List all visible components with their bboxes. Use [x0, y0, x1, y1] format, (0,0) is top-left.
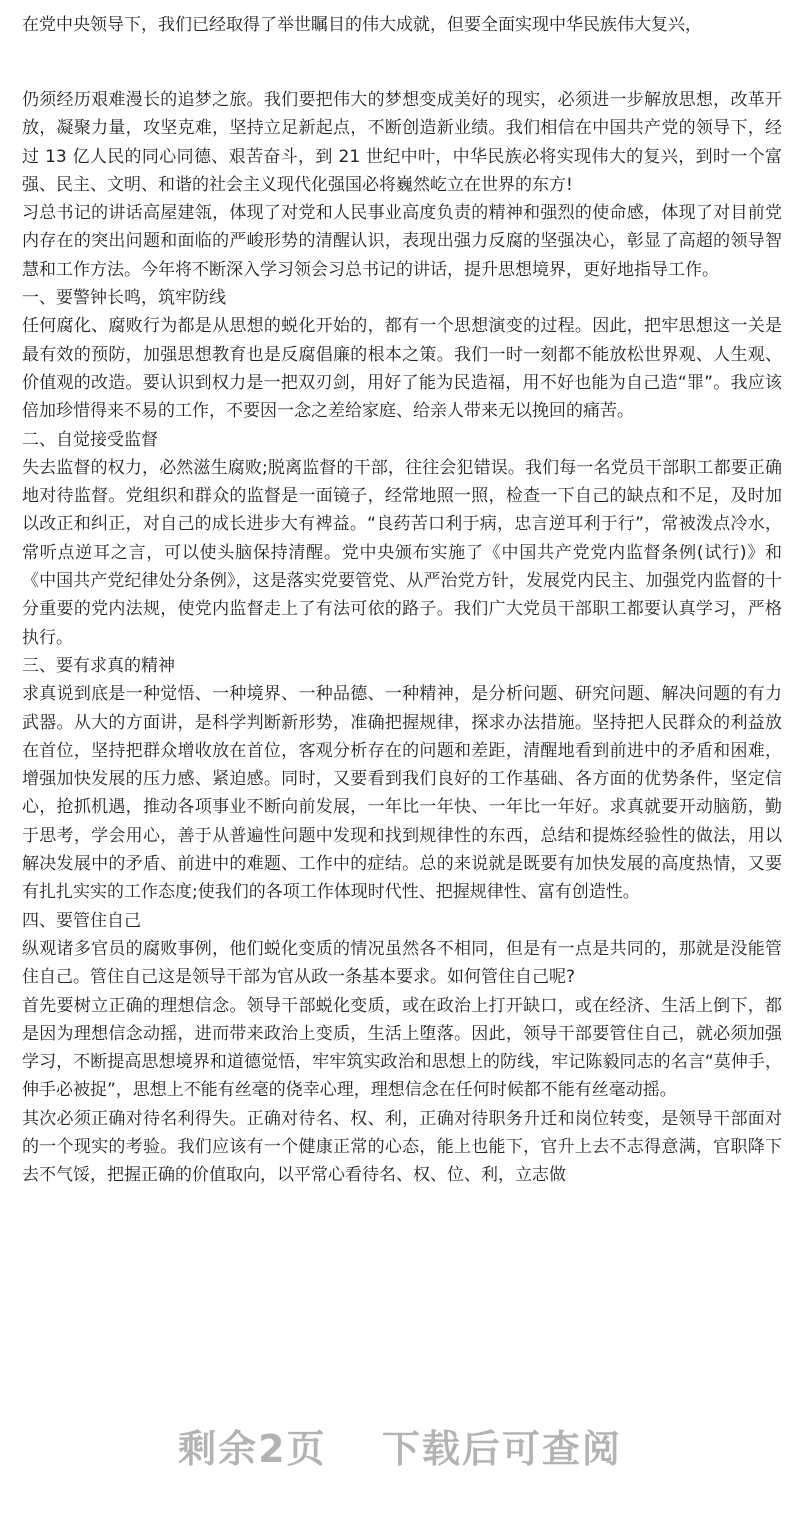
download-prompt-label[interactable]: 下载后可查阅	[381, 1427, 622, 1471]
paragraph: 习总书记的讲话高屋建瓴，体现了对党和人民事业高度负责的精神和强烈的使命感，体现了对目前党内存在的突出问题和面临的严峻形势的清醒认识，表现出强力反腐的坚强决心，彰显了高超的领导智慧和工作方法。今年将不断深入学习领会习总书记的讲话，提升思想境界，更好地指导工作。	[22, 203, 782, 280]
paragraph: 求真说到底是一种觉悟、一种境界、一种品德、一种精神，是分析问题、研究问题、解决问题的有力武器。从大的方面讲，是科学判断新形势，准确把握规律，探求办法措施。坚持把人民群众的利益放在首位，坚持把群众增收放在首位，客观分析存在的问题和差距，清醒地看到前进中的矛盾和困难，增强加快发展的压力感、紧迫感。同时，又要看到我们良好的工作基础、各方面的优势条件，坚定信心，抢抓机遇，推动各项事业不断向前发展，一年比一年快、一年比一年好。求真就要开动脑筋，勤于思考，学会用心，善于从普遍性问题中发现和找到规律性的东西，总结和提炼经验性的做法，用以解决发展中的矛盾、前进中的难题、工作中的症结。总的来说就是既要有加快发展的高度热情，又要有扎扎实实的工作态度;使我们的各项工作体现时代性、把握规律性、富有创造性。	[22, 684, 782, 903]
section-heading: 四、要管住自己	[22, 910, 141, 931]
section-heading: 三、要有求真的精神	[22, 655, 175, 676]
paragraph: 首先要树立正确的理想信念。领导干部蜕化变质，或在政治上打开缺口，或在经济、生活上倒下，都是因为理想信念动摇，进而带来政治上变质，生活上堕落。因此，领导干部要管住自己，就必须加强学习，不断提高思想境界和道德觉悟，牢牢筑实政治和思想上的防线，牢记陈毅同志的名言“莫伸手，伸手必被捉”，思想上不能有丝毫的侥幸心理，理想信念在任何时候都不能有丝毫动摇。	[22, 995, 782, 1101]
section-heading: 二、自觉接受监督	[22, 429, 158, 450]
document-body	[22, 86, 782, 1190]
paragraph: 任何腐化、腐败行为都是从思想的蜕化开始的，都有一个思想演变的过程。因此，把牢思想这一关是最有效的预防，加强思想教育也是反腐倡廉的根本之策。我们一时一刻都不能放松世界观、人生观、价值观的改造。要认识到权力是一把双刃剑，用好了能为民造福，用不好也能为自己造“罪”。我应该倍加珍惜得来不易的工作，不要因一念之差给家庭、给亲人带来无以挽回的痛苦。	[22, 316, 782, 422]
paragraph: 仍须经历艰难漫长的追梦之旅。我们要把伟大的梦想变成美好的现实，必须进一步解放思想，改革开放，凝聚力量，攻坚克难，坚持立足新起点，不断创造新业绩。我们相信在中国共产党的领导下，经过 13 亿人民的同心同德、艰苦奋斗，到 21 世纪中叶，中华民族必将实现伟大的复兴，到时一个富强、民主、文明、和谐的社会主义现代化强国必将巍然屹立在世界的东方!	[22, 90, 782, 195]
remaining-pages-label: 剩余2页	[178, 1427, 327, 1471]
section-heading: 一、要警钟长鸣，筑牢防线	[22, 288, 226, 309]
paragraph: 失去监督的权力，必然滋生腐败;脱离监督的干部，往往会犯错误。我们每一名党员干部职工都要正确地对待监督。党组织和群众的监督是一面镜子，经常地照一照，检查一下自己的缺点和不足，及时加以改正和纠正，对自己的成长进步大有裨益。“良药苦口利于病，忠言逆耳利于行”，常被泼点冷水，常听点逆耳之言，可以使头脑保持清醒。党中央颁布实施了《中国共产党党内监督条例(试行)》和《中国共产党纪律处分条例》，这是落实党要管党、从严治党方针，发展党内民主、加强党内监督的十分重要的党内法规，使党内监督走上了有法可依的路子。我们广大党员干部职工都要认真学习，严格执行。	[22, 457, 782, 648]
paragraph: 纵观诸多官员的腐败事例，他们蜕化变质的情况虽然各不相同，但是有一点是共同的，那就是没能管住自己。管住自己这是领导干部为官从政一条基本要求。如何管住自己呢?	[22, 938, 782, 988]
document-first-line: 在党中央领导下，我们已经取得了举世瞩目的伟大成就，但要全面实现中华民族伟大复兴，	[22, 15, 702, 35]
download-banner[interactable]	[0, 1418, 800, 1488]
paragraph: 其次必须正确对待名利得失。正确对待名、权、利，正确对待职务升迁和岗位转变，是领导干部面对的一个现实的考验。我们应该有一个健康正常的心态，能上也能下，官升上去不志得意满，官职降下去不气馁，把握正确的价值取向，以平常心看待名、权、位、利，立志做	[22, 1108, 782, 1186]
